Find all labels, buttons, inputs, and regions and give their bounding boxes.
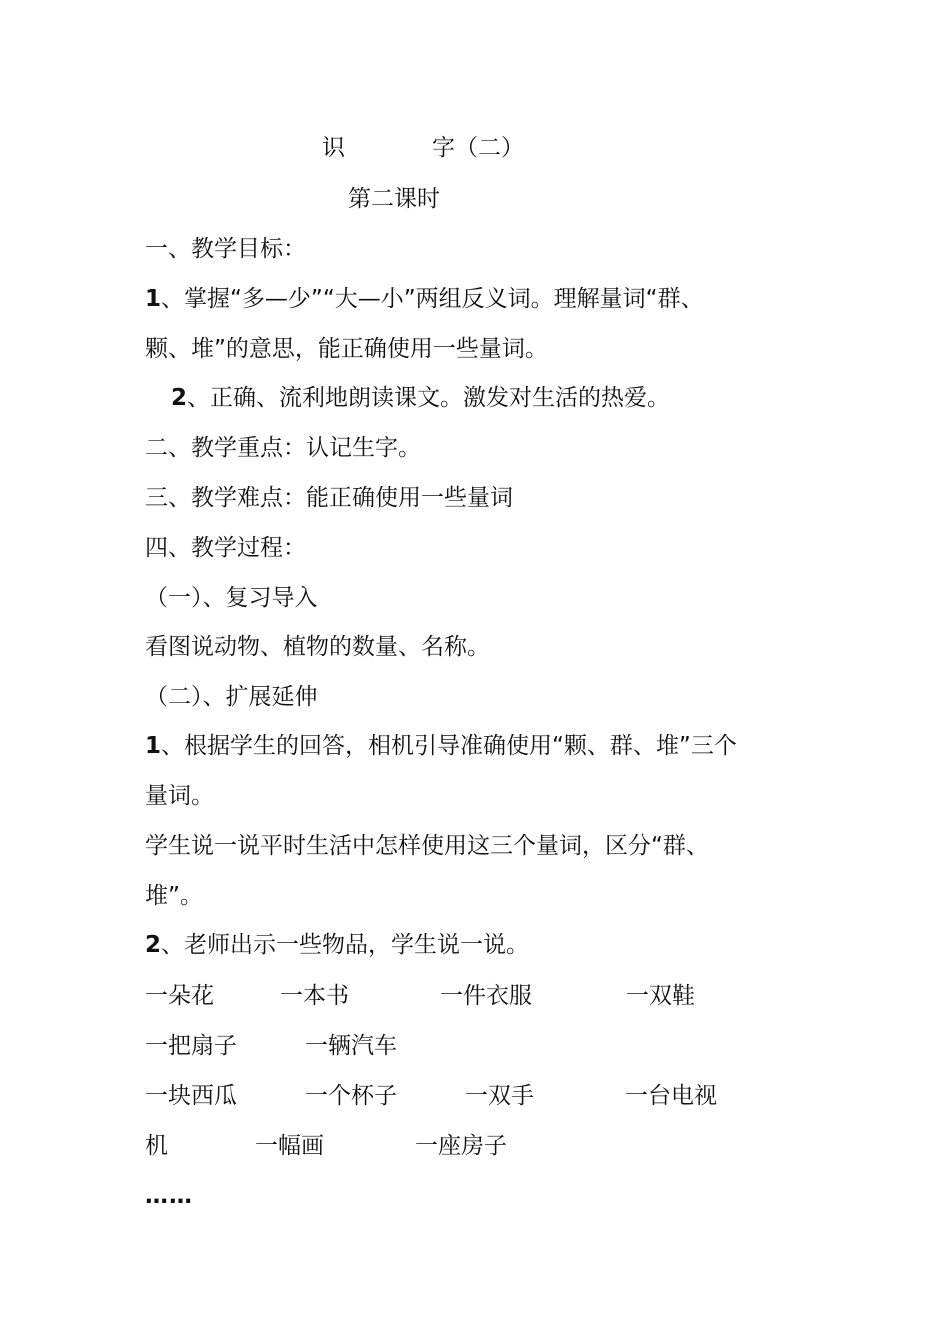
title-part-2: 字（二） — [432, 135, 524, 161]
example-word: 一台电视 — [625, 1083, 717, 1109]
step-1-text: 看图说动物、植物的数量、名称。 — [145, 634, 490, 660]
example-word: 一个杯子 — [305, 1083, 397, 1109]
example-word: 一朵花 — [145, 983, 214, 1009]
item-1-line-3: 学生说一说平时生活中怎样使用这三个量词，区分“群、 — [145, 833, 709, 859]
item-1-line-2: 量词。 — [145, 783, 214, 809]
ellipsis: …… — [145, 1183, 193, 1209]
example-word: 机 — [145, 1133, 168, 1159]
item-2-text: 、老师出示一些物品，学生说一说。 — [161, 932, 530, 958]
example-word: 一件衣服 — [440, 983, 532, 1009]
difficulty: 三、教学难点：能正确使用一些量词 — [145, 485, 513, 511]
item-2-number: 2 — [145, 932, 162, 958]
process-heading: 四、教学过程： — [145, 535, 306, 561]
example-word: 一辆汽车 — [305, 1033, 397, 1059]
example-word: 一幅画 — [255, 1133, 324, 1159]
examples-row-4 — [145, 1131, 507, 1161]
item-1-line-4: 堆”。 — [145, 883, 203, 909]
goal-2-number: 2 — [171, 385, 188, 411]
examples-row-3 — [145, 1081, 717, 1111]
step-1-heading: （一）、复习导入 — [145, 585, 318, 611]
example-word: 一双手 — [465, 1083, 534, 1109]
examples-row-1 — [145, 981, 695, 1011]
goal-1-number: 1 — [145, 286, 162, 312]
goal-1-line-1 — [145, 284, 704, 314]
examples-row-2 — [145, 1031, 397, 1061]
example-word: 一块西瓜 — [145, 1083, 237, 1109]
lesson-title — [322, 133, 524, 163]
step-2-heading: （二）、扩展延伸 — [145, 684, 318, 710]
item-1-number: 1 — [145, 733, 162, 759]
item-2 — [145, 930, 529, 960]
goal-2 — [171, 383, 670, 413]
example-word: 一把扇子 — [145, 1033, 237, 1059]
example-word: 一双鞋 — [626, 983, 695, 1009]
goal-2-text: 、正确、流利地朗读课文。激发对生活的热爱。 — [187, 385, 671, 411]
lesson-subtitle: 第二课时 — [348, 186, 440, 212]
goal-1-line-2: 颗、堆”的意思，能正确使用一些量词。 — [145, 336, 548, 362]
example-word: 一本书 — [280, 983, 349, 1009]
example-word: 一座房子 — [415, 1133, 507, 1159]
title-part-1: 识 — [322, 135, 345, 161]
key-point: 二、教学重点：认记生字。 — [145, 435, 421, 461]
goals-heading: 一、教学目标： — [145, 236, 306, 262]
item-1-line-1 — [145, 731, 737, 761]
item-1-text: 、根据学生的回答，相机引导准确使用“颗、群、堆”三个 — [161, 733, 737, 759]
goal-1-text: 、掌握“多—少”“大—小”两组反义词。理解量词“群、 — [161, 286, 704, 312]
